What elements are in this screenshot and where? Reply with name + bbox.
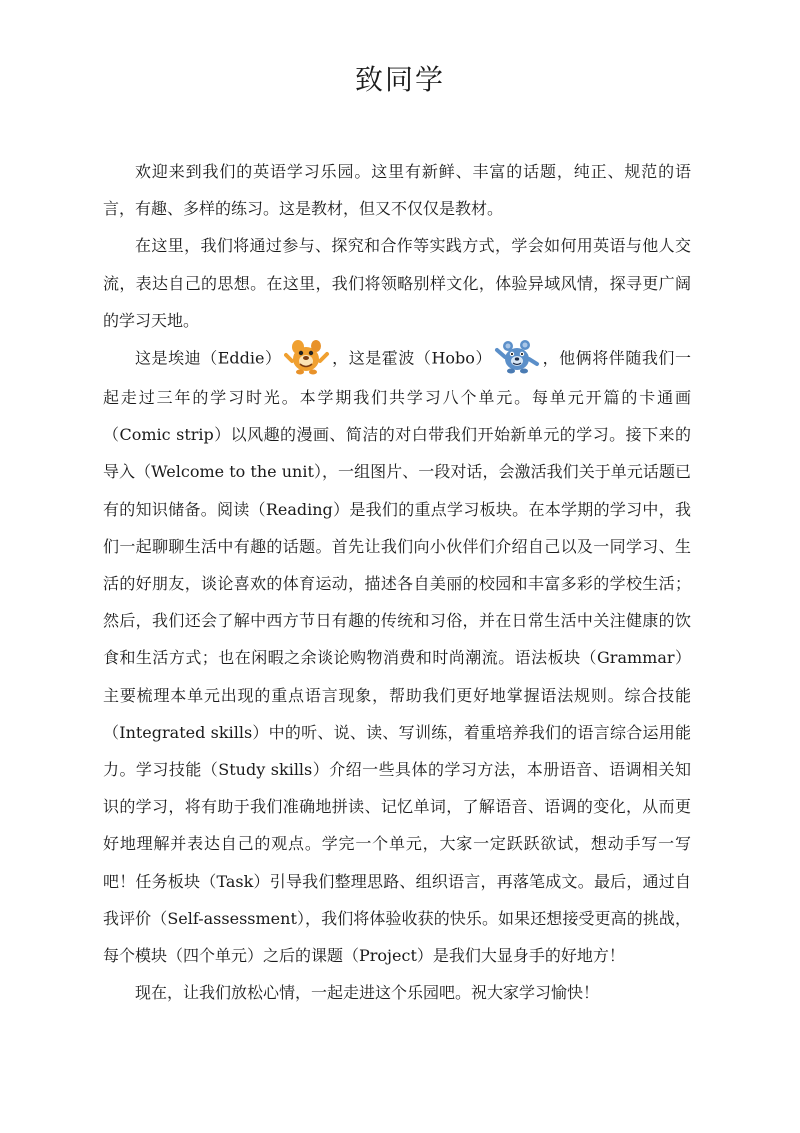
letter-body bbox=[103, 153, 691, 1011]
hobo-intro-text: ，这是霍波（Hobo） bbox=[331, 348, 493, 368]
paragraph-mascots bbox=[103, 339, 691, 974]
page-title: 致同学 bbox=[354, 63, 445, 96]
paragraph-practice: 在这里，我们将通过参与、探究和合作等实践方式，学会如何用英语与他人交流，表达自己的思想。在这里，我们将领略别样文化，体验异域风情，探寻更广阔的学习天地。 bbox=[103, 236, 691, 330]
eddie-dog-icon bbox=[284, 335, 330, 375]
units-description-text: ，他俩将伴随我们一起走过三年的学习时光。本学期我们共学习八个单元。每单元开篇的卡通画（Comic strip）以风趣的漫画、简洁的对白带我们开始新单元的学习。接下来的导入（Welcome to the unit），一组图片、一段对话，会激活我们关于单元话题已有的知识储备。阅读（Reading）是我们的重点学习板块。在本学期的学习中，我们一起聊聊生活中有趣的话题。首先让我们向小伙伴们介绍自己以及一同学习、生活的好朋友，谈论喜欢的体育运动，描述各自美丽的校园和丰富多彩的学校生活；然后，我们还会了解中西方节日有趣的传统和习俗，并在日常生活中关注健康的饮食和生活方式；也在闲暇之余谈论购物消费和时尚潮流。语法板块（Grammar）主要梳理本单元出现的重点语言现象，帮助我们更好地掌握语法规则。综合技能（Integrated skills）中的听、说、读、写训练，着重培养我们的语言综合运用能力。学习技能（Study skills）介绍一些具体的学习方法，本册语音、语调相关知识的学习，将有助于我们准确地拼读、记忆单词，了解语音、语调的变化，从而更好地理解并表达自己的观点。学完一个单元，大家一定跃跃欲试，想动手写一写吧！任务板块（Task）引导我们整理思路、组织语言，再落笔成文。最后，通过自我评价（Self-assessment），我们将体验收获的快乐。如果还想接受更高的挑战，每个模块（四个单元）之后的课题（Project）是我们大显身手的好地方！ bbox=[103, 348, 691, 966]
paragraph-closing: 现在，让我们放松心情，一起走进这个乐园吧。祝大家学习愉快！ bbox=[135, 983, 600, 1003]
eddie-intro-text: 这是埃迪（Eddie） bbox=[135, 348, 282, 368]
hobo-bear-icon bbox=[494, 335, 540, 375]
paragraph-welcome: 欢迎来到我们的英语学习乐园。这里有新鲜、丰富的话题，纯正、规范的语言，有趣、多样的练习。这是教材，但又不仅仅是教材。 bbox=[103, 162, 691, 219]
